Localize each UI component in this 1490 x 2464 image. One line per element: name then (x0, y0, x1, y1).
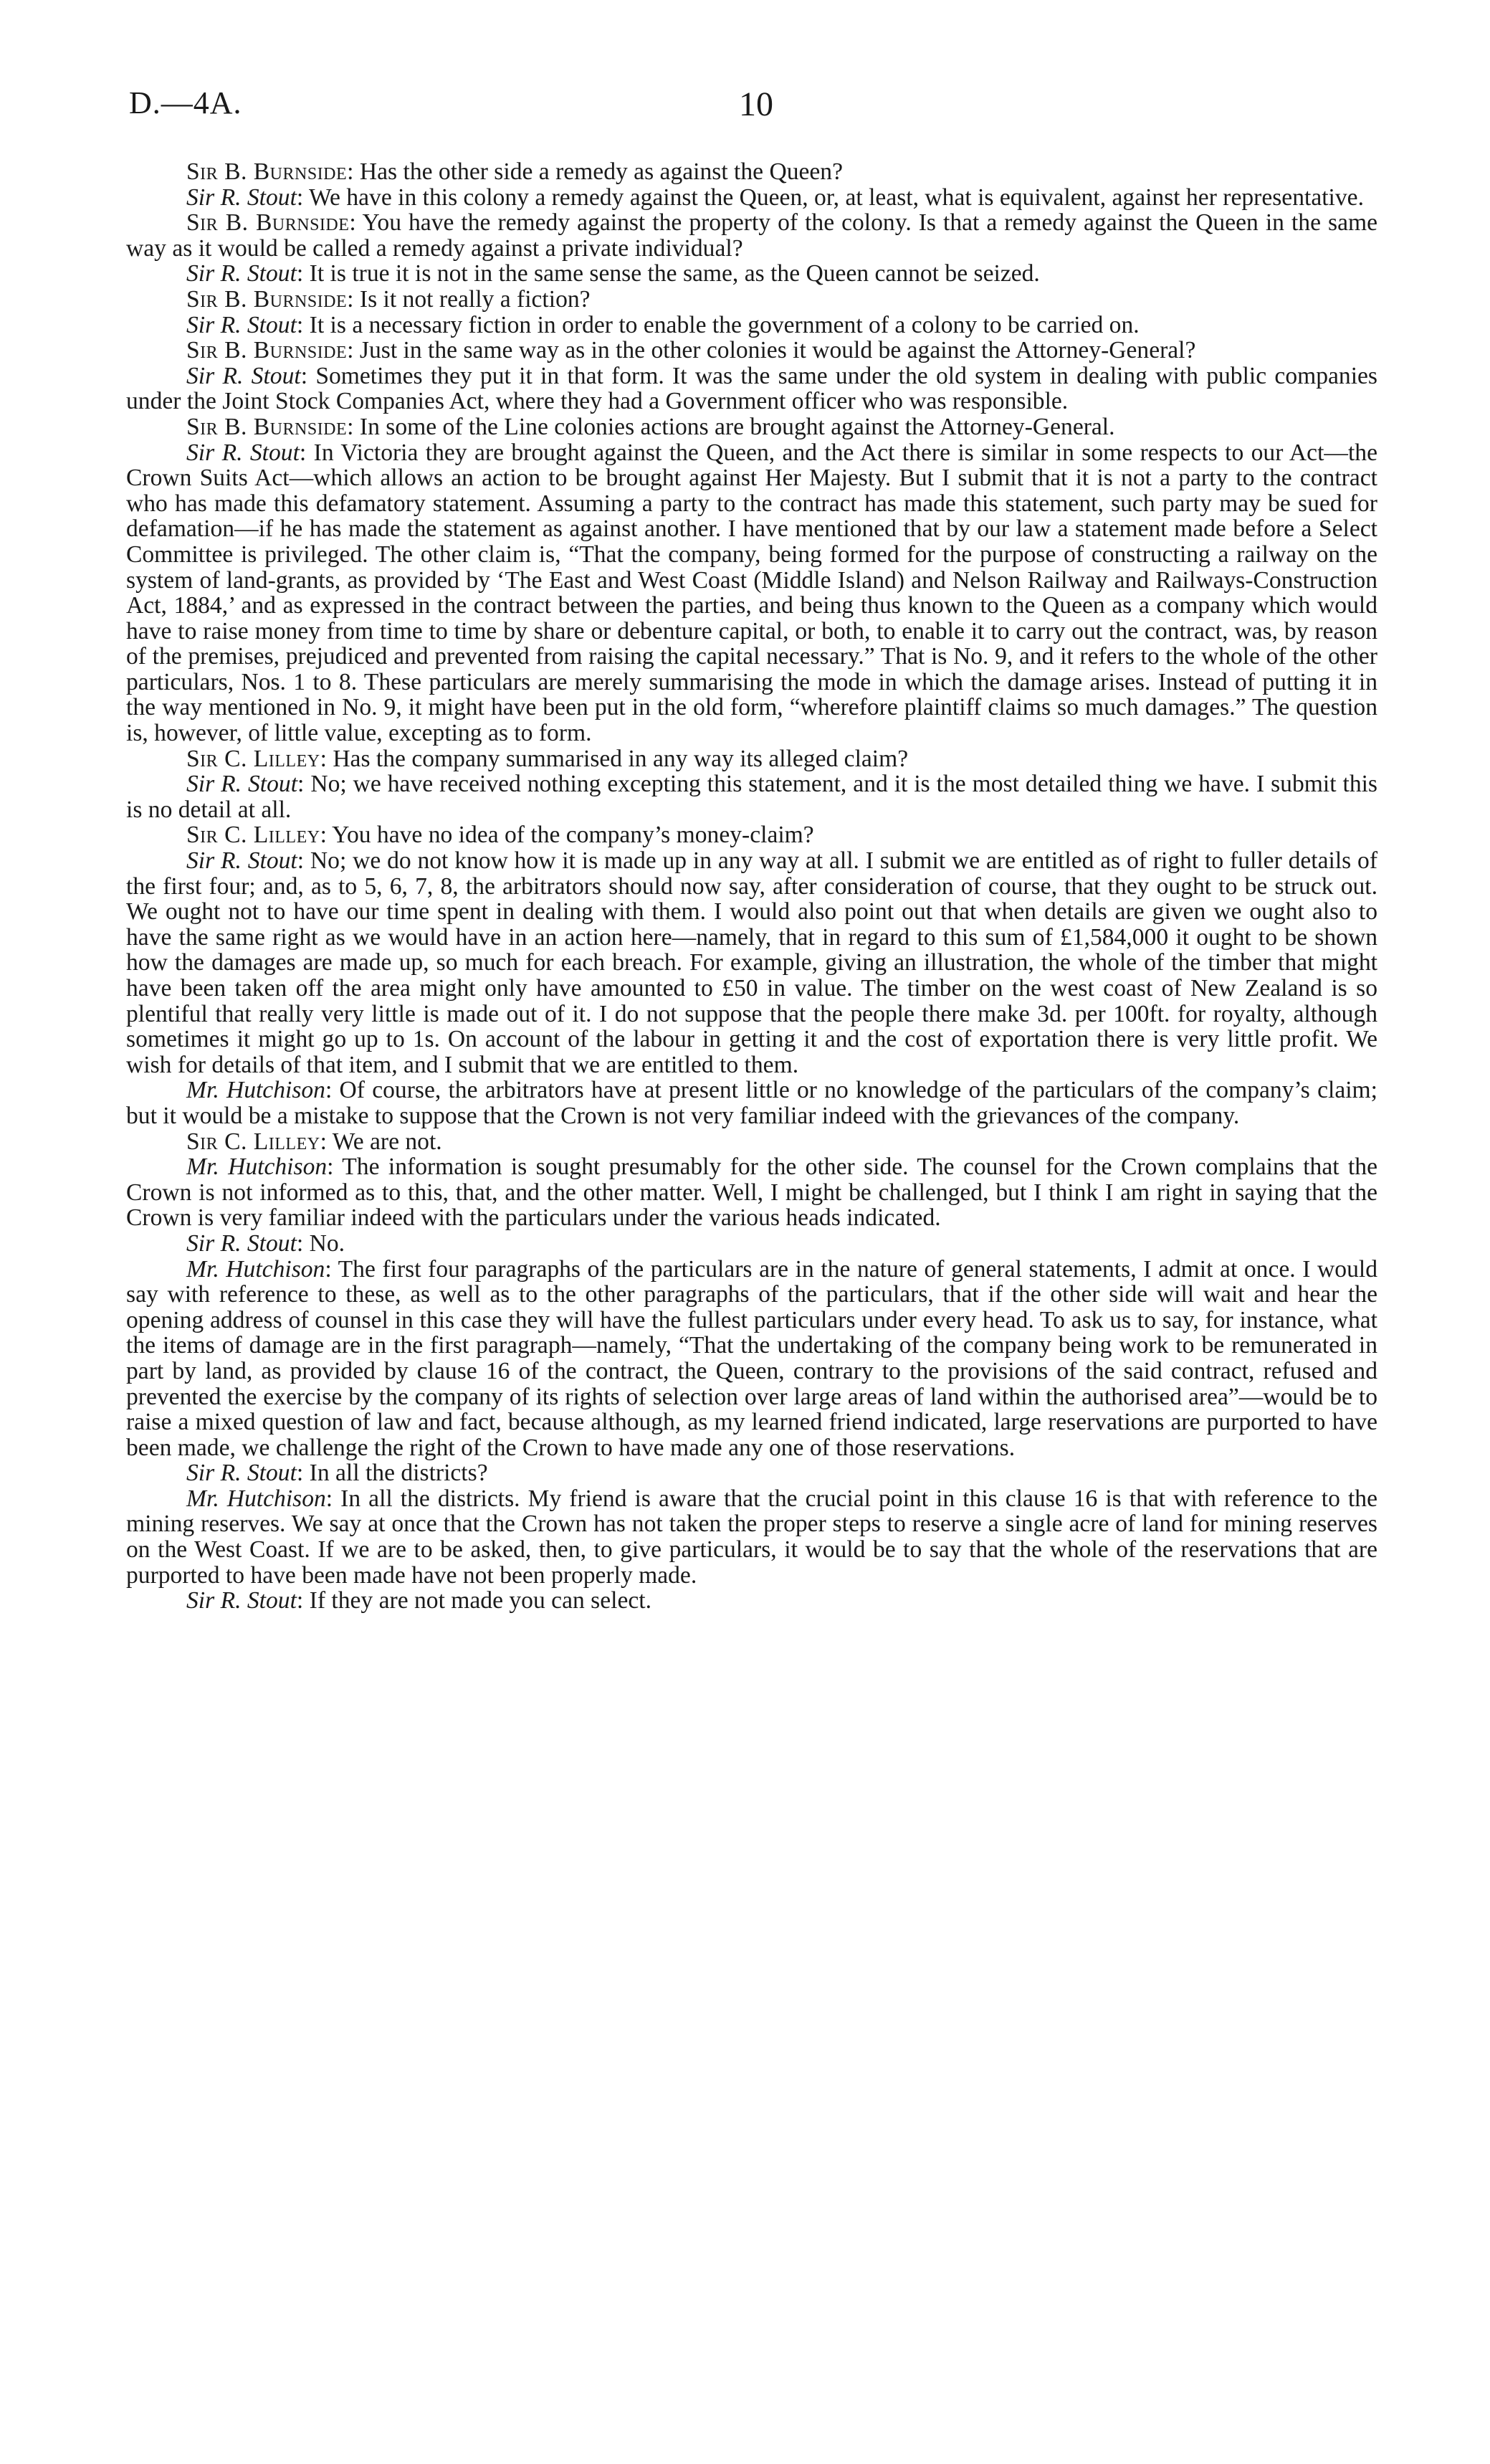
transcript-paragraph (126, 414, 1377, 440)
speech-text: The information is sought presumably for the other side. The counsel for the Crown complains that the Crown is not informed as to this, that, and the other matter. Well, I might be challenged, but I think I am right in saying that the Crown is very familiar indeed with the particulars under the various heads indicated. (126, 1153, 1377, 1232)
transcript-paragraph (126, 1588, 1377, 1614)
speaker-separator: : (296, 1460, 310, 1487)
speaker-name: Sir R. Stout (186, 439, 300, 466)
speaker-separator: : (325, 1255, 338, 1283)
speaker-name: Sir C. Lilley (186, 1128, 320, 1155)
page-number: 10 (739, 85, 773, 123)
transcript-paragraph (126, 159, 1377, 185)
speaker-name: Sir B. Burnside (186, 209, 350, 237)
speaker-separator: : (297, 847, 310, 875)
speech-text: The first four paragraphs of the particulars are in the nature of general statements, I admit at once. I would say with reference to these, as well as to the other paragraphs of the particulars, that if the other side will wait and hear the opening address of counsel in this case they will have the fullest particulars under every head. To ask us to say, for instance, what the items of damage are in the first paragraph—namely, “That the undertaking of the company being work to be remunerated in part by land, as provided by clause 16 of the contract, the Queen, contrary to the provisions of the said contract, refused and prevented the exercise by the company of its rights of selection over large areas of land within the authorised area”—would be to raise a mixed question of law and fact, because although, as my learned friend indicated, large reservations are purported to have been made, we challenge the right of the Crown to have made any one of those reservations. (126, 1255, 1377, 1461)
transcript-paragraph (126, 261, 1377, 287)
transcript-paragraph (126, 746, 1377, 772)
document-reference: D.—4A. (129, 85, 242, 120)
speaker-name: Sir B. Burnside (186, 413, 348, 440)
speech-text: In some of the Line colonies actions are brought against the Attorney-General. (359, 413, 1115, 440)
speech-text: It is true it is not in the same sense the same, as the Queen cannot be seized. (309, 260, 1040, 287)
transcript-paragraph (126, 287, 1377, 313)
transcript-paragraph (126, 185, 1377, 211)
speaker-separator: : (296, 311, 310, 338)
speaker-name: Mr. Hutchison (186, 1153, 328, 1181)
speaker-name: Sir R. Stout (186, 184, 297, 211)
speaker-separator: : (347, 413, 360, 440)
transcript-paragraph (126, 363, 1377, 414)
speaker-separator: : (296, 260, 310, 287)
speech-text: You have no idea of the company’s money-claim? (332, 822, 814, 849)
speaker-separator: : (347, 285, 360, 313)
speech-text: It is a necessary fiction in order to enable the government of a colony to be carried on. (309, 311, 1140, 338)
speaker-separator: : (327, 1153, 343, 1181)
speaker-name: Sir R. Stout (186, 771, 298, 798)
speaker-separator: : (347, 158, 360, 185)
speaker-separator: : (320, 822, 333, 849)
page-header (129, 85, 1383, 142)
speaker-separator: : (297, 771, 311, 798)
transcript-paragraph (126, 1078, 1377, 1128)
speech-text: We have in this colony a remedy against the Queen, or, at least, what is equivalent, against her representative. (309, 184, 1364, 211)
speech-text: You have the remedy against the property of the colony. Is that a remedy against the Queen in the same way as it would be called a remedy against a private individual? (126, 209, 1377, 262)
speech-text: Of course, the arbitrators have at present little or no knowledge of the particulars of the company’s claim; but it would be a mistake to suppose that the Crown is not very familiar indeed with the grievances of the company. (126, 1077, 1378, 1129)
speech-text: Has the other side a remedy as against the Queen? (359, 158, 843, 185)
transcript-paragraph (126, 771, 1377, 822)
speaker-separator: : (349, 209, 363, 237)
transcript-paragraph (126, 1231, 1377, 1257)
speaker-separator: : (347, 337, 360, 364)
transcript-paragraph (126, 822, 1377, 848)
speech-text: Sometimes they put it in that form. It was the same under the old system in dealing with public companies under the Joint Stock Companies Act, where they had a Government officer who was responsible. (126, 362, 1378, 415)
speech-text: In all the districts? (309, 1460, 488, 1487)
speech-text: Is it not really a fiction? (359, 285, 591, 313)
speaker-separator: : (296, 1587, 310, 1614)
speech-text: We are not. (332, 1128, 442, 1155)
transcript-paragraph (126, 1129, 1377, 1155)
speaker-separator: : (296, 1229, 310, 1257)
speaker-separator: : (325, 1485, 341, 1512)
speaker-name: Mr. Hutchison (186, 1485, 326, 1512)
speaker-name: Sir B. Burnside (186, 285, 348, 313)
speech-text: In Victoria they are brought against the Queen, and the Act there is similar in some respects to our Act—the Crown Suits Act—which allows an action to be brought against Her Majesty. But I submit that it is not a party to the contract who has made this defamatory statement. Assuming a party to the contract has made this statement, such party may be sued for defamation—if he has made the statement as against another. I have mentioned that by our law a statement made before a Select Committee is privileged. The other claim is, “That the company, being formed for the purpose of constructing a railway on the system of land-grants, as provided by ‘The East and West Coast (Middle Island) and Nelson Railway and Railways-Construction Act, 1884,’ and as expressed in the contract between the parties, and being thus known to the Queen as a company which would have to raise money from time to time by share or debenture capital, or both, to enable it to carry out the contract, was, by reason of the premises, prejudiced and prevented from raising the capital necessary.” That is No. 9, and it refers to the whole of the other particulars, Nos. 1 to 8. These particulars are merely summarising the mode in which the damage arises. Instead of putting it in the way mentioned in No. 9, it might have been put in the old form, “wherefore plaintiff claims so much damages.” The question is, however, of little value, excepting as to form. (126, 439, 1378, 747)
speaker-separator: : (296, 184, 310, 211)
speaker-separator: : (299, 439, 314, 466)
transcript-paragraph (126, 848, 1377, 1078)
speech-text: Just in the same way as in the other colonies it would be against the Attorney-General? (359, 337, 1196, 364)
speaker-name: Mr. Hutchison (186, 1077, 325, 1104)
speaker-name: Sir R. Stout (186, 1587, 297, 1614)
speaker-separator: : (300, 362, 316, 389)
speech-text: Has the company summarised in any way its alleged claim? (333, 745, 909, 772)
speech-text: In all the districts. My friend is aware that the crucial point in this clause 16 is that with reference to the mining reserves. We say at once that the Crown has not taken the proper steps to reserve a single acre of land for mining reserves on the West Coast. If we are to be asked, then, to give particulars, it would be to say that the whole of the reservations that are purported to have been made have not been properly made. (126, 1485, 1377, 1589)
speaker-name: Sir C. Lilley (186, 745, 320, 772)
speaker-name: Sir R. Stout (186, 362, 301, 389)
speaker-name: Sir B. Burnside (186, 158, 348, 185)
speaker-name: Sir R. Stout (186, 1229, 297, 1257)
speaker-separator: : (320, 1128, 333, 1155)
speaker-name: Sir R. Stout (186, 311, 297, 338)
speaker-separator: : (320, 745, 333, 772)
transcript-paragraph (126, 1154, 1377, 1231)
speaker-name: Sir R. Stout (186, 1460, 297, 1487)
speaker-name: Sir B. Burnside (186, 337, 348, 364)
speaker-name: Sir R. Stout (186, 260, 297, 287)
speech-text: If they are not made you can select. (309, 1587, 651, 1614)
transcript-paragraph (126, 440, 1377, 746)
transcript-paragraph (126, 313, 1377, 338)
transcript-paragraph (126, 1257, 1377, 1461)
speaker-name: Sir C. Lilley (186, 822, 320, 849)
speech-text: No; we do not know how it is made up in any way at all. I submit we are entitled as of right to fuller details of the first four; and, as to 5, 6, 7, 8, the arbitrators should now say, after consideration of course, that they ought to be struck out. We ought not to have our time spent in dealing with them. I would also point out that when details are given we ought also to have the same right as we would have in an action here—namely, that in regard to this sum of £1,584,000 it ought to be shown how the damages are made up, so much for each breach. For example, giving an illustration, the whole of the timber that might have been taken off the area might only have amounted to £50 in value. The timber on the west coast of New Zealand is so plentiful that really very little is made out of it. I do not suppose that the people there make 3d. per 100ft. for royalty, although sometimes it might go up to 1s. On account of the labour in getting it and the cost of exportation there is very little profit. We wish for details of that item, and I submit that we are entitled to them. (126, 847, 1378, 1078)
speaker-name: Mr. Hutchison (186, 1255, 325, 1283)
transcript-paragraph (126, 1460, 1377, 1486)
speaker-separator: : (325, 1077, 340, 1104)
speech-text: No. (309, 1229, 345, 1257)
transcript-paragraph (126, 338, 1377, 363)
speaker-name: Sir R. Stout (186, 847, 297, 875)
speech-text: No; we have received nothing excepting this statement, and it is the most detailed thing we have. I submit this is no detail at all. (126, 771, 1378, 823)
transcript-paragraph (126, 210, 1377, 261)
transcript-body (126, 159, 1377, 1614)
transcript-paragraph (126, 1486, 1377, 1588)
